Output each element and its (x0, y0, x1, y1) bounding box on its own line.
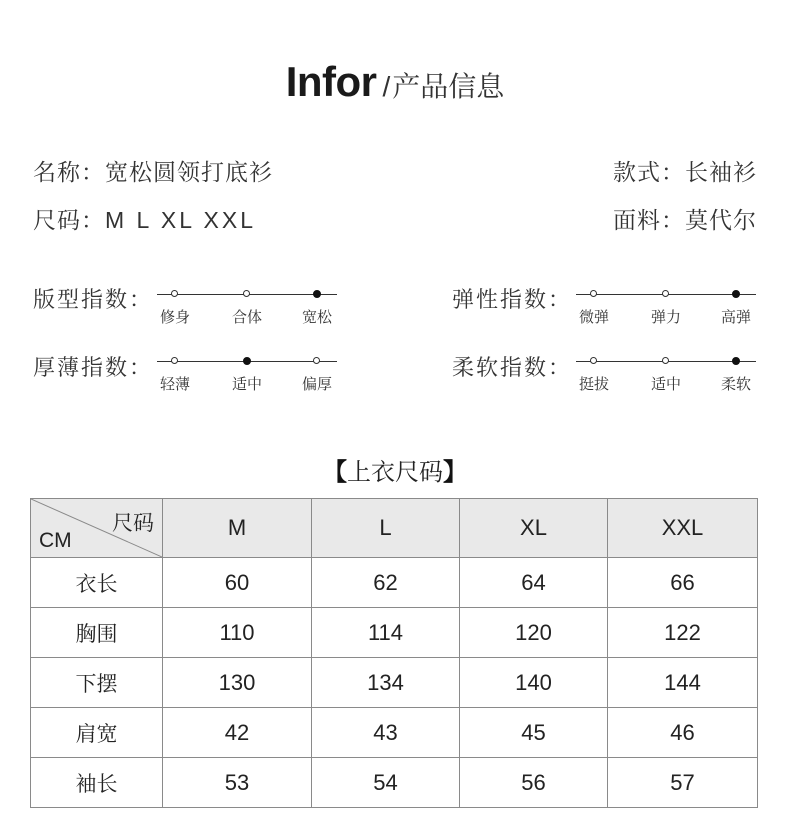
table-cell: 46 (608, 708, 758, 758)
style-value: 长袖衫 (685, 159, 757, 185)
table-header-row (31, 499, 758, 558)
table-cell: 53 (163, 758, 312, 808)
elasticity-index-label: 弹性指数： (452, 287, 573, 312)
scale-dot-selected (313, 290, 321, 298)
scale-dot-selected (732, 357, 740, 365)
page-header (0, 58, 790, 106)
softness-index-scale (576, 351, 756, 397)
product-style (613, 154, 757, 187)
scale-option-label: 轻薄 (159, 376, 191, 393)
table-cell: 43 (312, 708, 460, 758)
column-header: M (163, 499, 312, 558)
size-value: M L XL XXL (105, 207, 257, 233)
scale-option-label: 合体 (231, 309, 263, 326)
table-cell: 60 (163, 558, 312, 608)
scale-dot (243, 290, 250, 297)
scale-option-label: 偏厚 (301, 376, 333, 393)
name-label: 名称： (33, 159, 105, 185)
table-cell: 110 (163, 608, 312, 658)
table-cell: 66 (608, 558, 758, 608)
table-cell: 56 (460, 758, 608, 808)
row-label: 下摆 (31, 658, 163, 708)
scale-dot (171, 290, 178, 297)
scale-option-label: 挺拔 (578, 376, 610, 393)
row-label: 袖长 (31, 758, 163, 808)
scale-dot (662, 290, 669, 297)
corner-unit-label: CM (39, 529, 72, 552)
size-table-title (0, 452, 790, 487)
scale-dot (662, 357, 669, 364)
fabric-value: 莫代尔 (685, 207, 757, 233)
table-cell: 54 (312, 758, 460, 808)
table-cell: 130 (163, 658, 312, 708)
header-title-en: Infor (285, 58, 377, 105)
fabric-label: 面料： (613, 207, 685, 233)
table-row (31, 708, 758, 758)
thickness-index-scale (157, 351, 337, 397)
style-label: 款式： (613, 159, 685, 185)
table-row (31, 558, 758, 608)
scale-option-label: 弹力 (650, 309, 682, 326)
table-cell: 62 (312, 558, 460, 608)
product-name (33, 154, 273, 187)
scale-option-label: 柔软 (720, 376, 752, 393)
table-cell: 120 (460, 608, 608, 658)
size-table (30, 498, 758, 808)
row-label: 胸围 (31, 608, 163, 658)
scale-option-label: 微弹 (578, 309, 610, 326)
size-label: 尺码： (33, 207, 105, 233)
scale-option-label: 适中 (650, 376, 682, 393)
table-cell: 64 (460, 558, 608, 608)
scale-dot (313, 357, 320, 364)
row-label: 衣长 (31, 558, 163, 608)
scale-dot (590, 290, 597, 297)
scale-dot-selected (732, 290, 740, 298)
title-text: 上衣尺码 (347, 459, 443, 486)
title-bracket-open: 【 (323, 459, 347, 486)
table-cell: 42 (163, 708, 312, 758)
scale-dot (171, 357, 178, 364)
name-value: 宽松圆领打底衫 (105, 159, 273, 185)
column-header: L (312, 499, 460, 558)
table-corner-cell (31, 499, 163, 558)
header-separator: / (382, 71, 391, 102)
product-sizes (33, 202, 256, 235)
table-cell: 140 (460, 658, 608, 708)
softness-index-label: 柔软指数： (452, 355, 573, 380)
scale-option-label: 高弹 (720, 309, 752, 326)
fit-index-scale (157, 284, 337, 330)
scale-dot (590, 357, 597, 364)
elasticity-index-scale (576, 284, 756, 330)
table-cell: 122 (608, 608, 758, 658)
table-cell: 45 (460, 708, 608, 758)
table-row (31, 608, 758, 658)
fit-index-label: 版型指数： (33, 287, 154, 312)
table-row (31, 758, 758, 808)
row-label: 肩宽 (31, 708, 163, 758)
product-fabric (613, 202, 757, 235)
scale-option-label: 宽松 (301, 309, 333, 326)
column-header: XL (460, 499, 608, 558)
scale-option-label: 修身 (159, 309, 191, 326)
title-bracket-close: 】 (443, 459, 467, 486)
table-cell: 134 (312, 658, 460, 708)
scale-option-label: 适中 (231, 376, 263, 393)
table-cell: 144 (608, 658, 758, 708)
table-cell: 114 (312, 608, 460, 658)
column-header: XXL (608, 499, 758, 558)
table-cell: 57 (608, 758, 758, 808)
corner-size-label: 尺码 (112, 512, 154, 535)
thickness-index-label: 厚薄指数： (33, 355, 154, 380)
table-row (31, 658, 758, 708)
header-title-cn: 产品信息 (392, 71, 505, 102)
scale-dot-selected (243, 357, 251, 365)
